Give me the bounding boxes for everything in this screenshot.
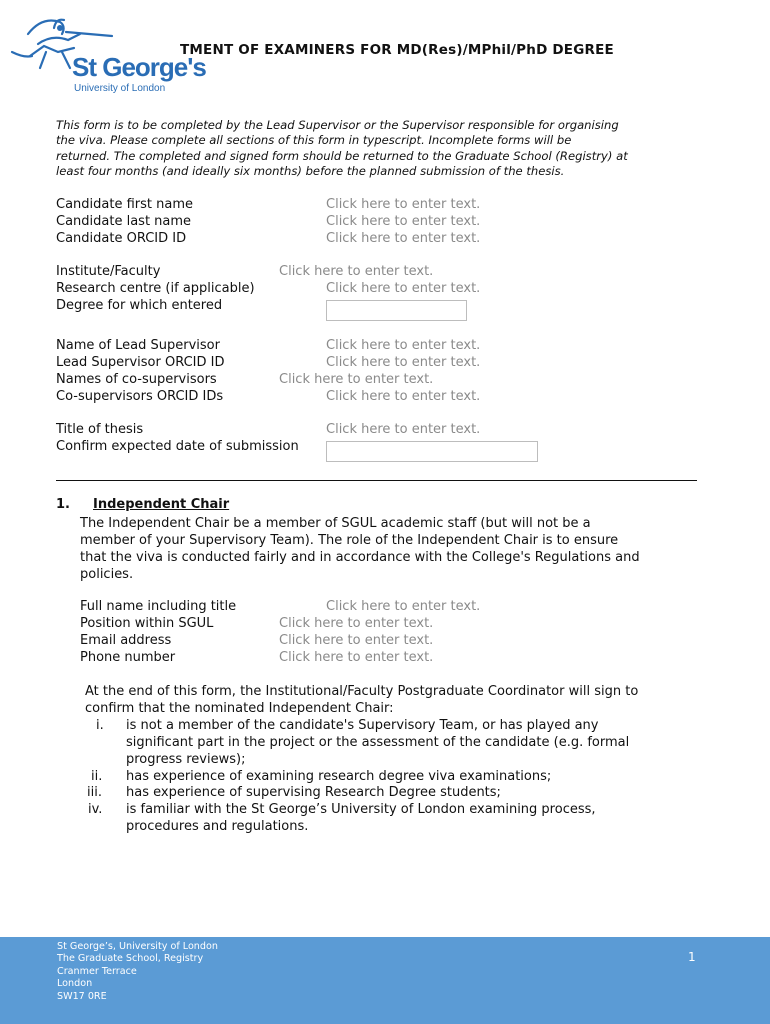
co-supervisors-orcid-label: Co-supervisors ORCID IDs xyxy=(56,389,224,404)
confirmation-text xyxy=(85,683,638,717)
instructions xyxy=(56,118,706,179)
list-item-line: has experience of examining research degree viva examinations; xyxy=(126,769,552,784)
thesis-title-label: Title of thesis xyxy=(56,422,144,437)
confirmation-line: At the end of this form, the Institutional/Faculty Postgraduate Coordinator will sign to xyxy=(85,684,639,699)
paragraph-line: The Independent Chair be a member of SGUL academic staff (but will not be a xyxy=(80,516,591,531)
list-item-line: procedures and regulations. xyxy=(126,819,309,834)
page-number: 1 xyxy=(688,950,696,964)
thesis-title-field[interactable]: Click here to enter text. xyxy=(326,422,481,437)
horse-rider-emblem-icon xyxy=(8,12,206,96)
footer-address-line: The Graduate School, Registry xyxy=(57,953,204,965)
submission-date-picker[interactable] xyxy=(326,441,538,462)
list-item-line: has experience of supervising Research Degree students; xyxy=(126,785,501,800)
lead-supervisor-label: Name of Lead Supervisor xyxy=(56,338,220,353)
list-item-line: is familiar with the St George’s University of London examining process, xyxy=(126,802,596,817)
list-item xyxy=(126,717,629,768)
chair-phone-label: Phone number xyxy=(80,650,176,665)
footer-address-line: St George’s, University of London xyxy=(57,941,218,952)
footer-address-line: London xyxy=(57,978,93,990)
chair-position-field[interactable]: Click here to enter text. xyxy=(279,616,434,631)
confirmation-line: confirm that the nominated Independent Chair: xyxy=(85,701,394,716)
section-number: 1. xyxy=(56,497,70,512)
list-item xyxy=(126,784,501,801)
footer-address-line: SW17 0RE xyxy=(57,990,107,1002)
research-centre-field[interactable]: Click here to enter text. xyxy=(326,281,481,296)
list-item-line: is not a member of the candidate's Supervisory Team, or has played any xyxy=(126,718,599,733)
co-supervisors-field[interactable]: Click here to enter text. xyxy=(279,372,434,387)
candidate-last-name-field[interactable]: Click here to enter text. xyxy=(326,214,481,229)
degree-label: Degree for which entered xyxy=(56,298,223,313)
logo-wordmark: St George's xyxy=(72,52,206,82)
lead-supervisor-orcid-field[interactable]: Click here to enter text. xyxy=(326,355,481,370)
list-number: iv. xyxy=(88,802,103,817)
section-divider xyxy=(56,480,697,481)
instructions-line: returned. The completed and signed form should be returned to the Graduate School (Registry) at xyxy=(56,148,628,163)
co-supervisors-orcid-field[interactable]: Click here to enter text. xyxy=(326,389,481,404)
instructions-line: least four months (and ideally six months) before the planned submission of the thesis. xyxy=(56,163,565,178)
chair-full-name-field[interactable]: Click here to enter text. xyxy=(326,599,481,614)
paragraph-line: that the viva is conducted fairly and in accordance with the College's Regulations and xyxy=(80,550,640,565)
submission-date-label: Confirm expected date of submission xyxy=(56,439,299,454)
institute-label: Institute/Faculty xyxy=(56,264,161,279)
footer-address-line: Cranmer Terrace xyxy=(57,965,137,977)
lead-supervisor-field[interactable]: Click here to enter text. xyxy=(326,338,481,353)
section-paragraph xyxy=(80,515,640,583)
list-item xyxy=(126,801,596,835)
footer-address xyxy=(57,941,218,1003)
candidate-first-name-field[interactable]: Click here to enter text. xyxy=(326,197,481,212)
university-logo xyxy=(8,12,206,96)
paragraph-line: policies. xyxy=(80,567,134,582)
page-title: TMENT OF EXAMINERS FOR MD(Res)/MPhil/PhD DEGREE xyxy=(180,42,614,58)
candidate-first-name-label: Candidate first name xyxy=(56,197,193,212)
lead-supervisor-orcid-label: Lead Supervisor ORCID ID xyxy=(56,355,225,370)
paragraph-line: member of your Supervisory Team). The role of the Independent Chair is to ensure xyxy=(80,533,619,548)
research-centre-label: Research centre (if applicable) xyxy=(56,281,255,296)
list-item xyxy=(126,768,551,785)
institute-field[interactable]: Click here to enter text. xyxy=(279,264,434,279)
list-number: ii. xyxy=(91,769,103,784)
section-title: Independent Chair xyxy=(93,497,230,512)
list-item-line: progress reviews); xyxy=(126,752,246,767)
candidate-orcid-field[interactable]: Click here to enter text. xyxy=(326,231,481,246)
chair-position-label: Position within SGUL xyxy=(80,616,214,631)
list-item-line: significant part in the project or the assessment of the candidate (e.g. formal xyxy=(126,735,630,750)
co-supervisors-label: Names of co-supervisors xyxy=(56,372,217,387)
instructions-line: the viva. Please complete all sections of this form in typescript. Incomplete forms will be xyxy=(56,133,572,148)
logo-subtitle: University of London xyxy=(74,83,166,94)
list-number: iii. xyxy=(87,785,102,800)
instructions-line: This form is to be completed by the Lead Supervisor or the Supervisor responsible for organising xyxy=(56,118,619,132)
candidate-orcid-label: Candidate ORCID ID xyxy=(56,231,187,246)
list-number: i. xyxy=(96,718,104,733)
chair-full-name-label: Full name including title xyxy=(80,599,237,614)
chair-email-field[interactable]: Click here to enter text. xyxy=(279,633,434,648)
chair-phone-field[interactable]: Click here to enter text. xyxy=(279,650,434,665)
candidate-last-name-label: Candidate last name xyxy=(56,214,192,229)
chair-email-label: Email address xyxy=(80,633,172,648)
degree-dropdown[interactable] xyxy=(326,300,467,321)
